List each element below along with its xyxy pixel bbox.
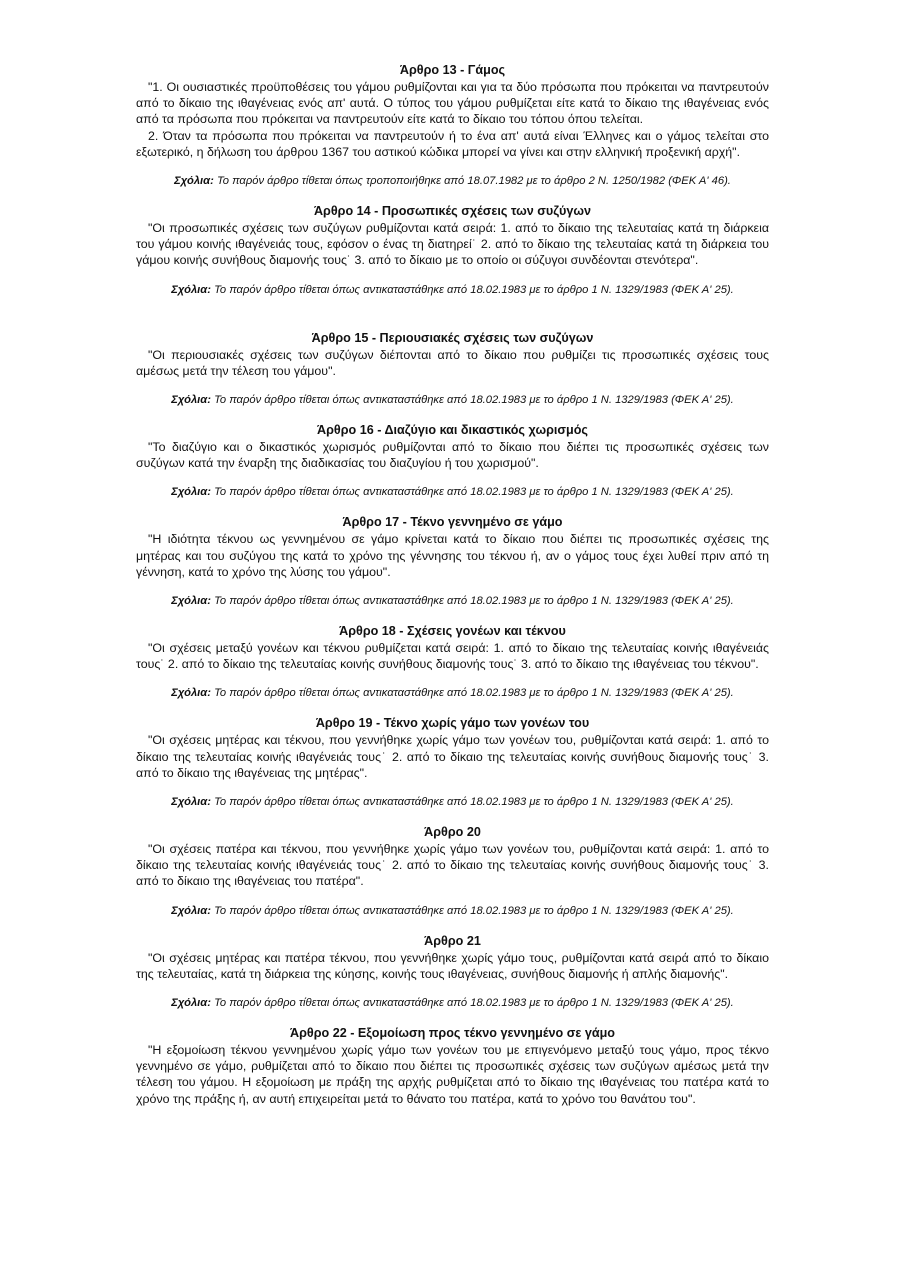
- article-paragraph: "Οι σχέσεις μεταξύ γονέων και τέκνου ρυθμίζεται κατά σειρά: 1. από το δίκαιο της τελευταίας κοινής ιθαγένειάς τους˙ 2. από το δίκαιο της τελευταίας κοινής συνήθους διαμονής τους˙ 3. από το δίκαιο της ιθαγένειας του τέκνου".: [136, 641, 769, 672]
- article-14: [136, 203, 769, 298]
- note-text: Το παρόν άρθρο τίθεται όπως αντικαταστάθηκε από 18.02.1983 με το άρθρο 1 Ν. 1329/1983 (ΦΕΚ Α' 25).: [214, 283, 734, 296]
- article-paragraph: 2. Όταν τα πρόσωπα που πρόκειται να παντρευτούν ή το ένα απ' αυτά είναι Έλληνες και ο γάμος τελείται στο εξωτερικό, η δήλωση του άρθρου 1367 του αστικού κώδικα μπορεί να γίνει και στην ελληνική προξενική αρχή".: [136, 128, 769, 159]
- article-20: [136, 824, 769, 919]
- article-title: Άρθρο 21: [424, 933, 481, 948]
- article-18: [136, 623, 769, 701]
- note-text: Το παρόν άρθρο τίθεται όπως αντικαταστάθηκε από 18.02.1983 με το άρθρο 1 Ν. 1329/1983 (ΦΕΚ Α' 25).: [214, 687, 734, 700]
- article-paragraph: "Οι περιουσιακές σχέσεις των συζύγων διέπονται από το δίκαιο που ρυθμίζει τις προσωπικές σχέσεις τους αμέσως μετά την τέλεση του γάμου".: [136, 347, 769, 378]
- note-label: Σχόλια:: [171, 595, 211, 608]
- article-title: Άρθρο 15 - Περιουσιακές σχέσεις των συζύγων: [311, 330, 594, 345]
- article-title: Άρθρο 14 - Προσωπικές σχέσεις των συζύγων: [313, 204, 592, 219]
- article-title: Άρθρο 22 - Εξομοίωση προς τέκνο γεννημένο σε γάμο: [290, 1026, 615, 1041]
- article-note: [136, 795, 769, 810]
- article-note: [136, 904, 769, 919]
- article-paragraph: "Η ιδιότητα τέκνου ως γεννημένου σε γάμο κρίνεται κατά το δίκαιο που διέπει τις προσωπικές σχέσεις της μητέρας και του συζύγου της κατά το χρόνο της γέννησης του τέκνου ή, αν ο γάμος τους έχει λυθεί πριν από τη γέννηση, κατά το χρόνο της λύσης του γάμου".: [136, 532, 769, 579]
- article-paragraph: "Το διαζύγιο και ο δικαστικός χωρισμός ρυθμίζονται από το δίκαιο που διέπει τις προσωπικές σχέσεις των συζύγων κατά την έναρξη της διαδικασίας του διαζυγίου ή του χωρισμού".: [136, 440, 769, 471]
- note-label: Σχόλια:: [174, 175, 214, 188]
- note-label: Σχόλια:: [171, 394, 211, 407]
- article-note: [136, 996, 769, 1011]
- article-note: [136, 283, 769, 298]
- article-13: [136, 62, 769, 189]
- note-text: Το παρόν άρθρο τίθεται όπως αντικαταστάθηκε από 18.02.1983 με το άρθρο 1 Ν. 1329/1983 (ΦΕΚ Α' 25).: [214, 595, 734, 608]
- article-note: [136, 174, 769, 189]
- note-label: Σχόλια:: [171, 283, 211, 296]
- note-text: Το παρόν άρθρο τίθεται όπως αντικαταστάθηκε από 18.02.1983 με το άρθρο 1 Ν. 1329/1983 (ΦΕΚ Α' 25).: [214, 997, 734, 1010]
- article-15: [136, 330, 769, 408]
- article-paragraph: "Οι σχέσεις μητέρας και πατέρα τέκνου, που γεννήθηκε χωρίς γάμο τους, ρυθμίζονται κατά σειρά από το δίκαιο της τελευταίας, κατά τη διάρκεια της κύησης, κοινής τους ιθαγένειας, συνήθους διαμονής ή απλής διαμονής".: [136, 950, 769, 981]
- article-16: [136, 422, 769, 500]
- article-note: [136, 393, 769, 408]
- article-17: [136, 514, 769, 609]
- note-label: Σχόλια:: [171, 997, 211, 1010]
- article-title: Άρθρο 20: [424, 825, 481, 840]
- note-label: Σχόλια:: [171, 486, 211, 499]
- note-label: Σχόλια:: [171, 796, 211, 809]
- article-note: [136, 686, 769, 701]
- article-title: Άρθρο 16 - Διαζύγιο και δικαστικός χωρισμός: [317, 423, 588, 438]
- note-text: Το παρόν άρθρο τίθεται όπως αντικαταστάθηκε από 18.02.1983 με το άρθρο 1 Ν. 1329/1983 (ΦΕΚ Α' 25).: [214, 394, 734, 407]
- article-21: [136, 933, 769, 1011]
- article-title: Άρθρο 17 - Τέκνο γεννημένο σε γάμο: [342, 515, 563, 530]
- note-label: Σχόλια:: [171, 687, 211, 700]
- article-title: Άρθρο 13 - Γάμος: [399, 63, 506, 77]
- note-text: Το παρόν άρθρο τίθεται όπως αντικαταστάθηκε από 18.02.1983 με το άρθρο 1 Ν. 1329/1983 (ΦΕΚ Α' 25).: [214, 486, 734, 499]
- article-title: Άρθρο 19 - Τέκνο χωρίς γάμο των γονέων του: [315, 716, 590, 731]
- article-paragraph: "Οι προσωπικές σχέσεις των συζύγων ρυθμίζονται κατά σειρά: 1. από το δίκαιο της τελευταίας κατά τη διάρκεια του γάμου κοινής ιθαγένειάς τους, εφόσον ο ένας τη διατηρεί˙ 2. από το δίκαιο της τελευταίας κατά τη διάρκεια του γάμου κοινής συνήθους διαμονής τους˙ 3. από το δίκαιο με το οποίο οι σύζυγοι συνδέονται στενότερα".: [136, 221, 769, 268]
- article-paragraph: "Οι σχέσεις πατέρα και τέκνου, που γεννήθηκε χωρίς γάμο των γονέων του, ρυθμίζονται κατά σειρά: 1. από το δίκαιο της τελευταίας κοινής ιθαγένειάς τους˙ 2. από το δίκαιο της τελευταίας κοινής συνήθους διαμονής τους˙ 3. από το δίκαιο της ιθαγένειας του πατέρα".: [136, 842, 769, 889]
- article-paragraph: "Οι σχέσεις μητέρας και τέκνου, που γεννήθηκε χωρίς γάμο των γονέων του, ρυθμίζονται κατά σειρά: 1. από το δίκαιο της τελευταίας κοινής ιθαγένειάς τους˙ 2. από το δίκαιο της τελευταίας κοινής συνήθους διαμονής τους˙ 3. από το δίκαιο της ιθαγένειας της μητέρας".: [136, 733, 769, 780]
- document-page: [136, 62, 769, 1107]
- note-text: Το παρόν άρθρο τίθεται όπως αντικαταστάθηκε από 18.02.1983 με το άρθρο 1 Ν. 1329/1983 (ΦΕΚ Α' 25).: [214, 904, 734, 917]
- article-paragraph: "Η εξομοίωση τέκνου γεννημένου χωρίς γάμο των γονέων του με επιγενόμενο μεταξύ τους γάμο, προς τέκνο γεννημένο σε γάμο, ρυθμίζεται από το δίκαιο που διέπει τις προσωπικές σχέσεις των συζύγων αμέσως μετά την τέλεση του γάμου. Η εξομοίωση με πράξη της αρχής ρυθμίζεται από το δίκαιο της ιθαγένειας του πατέρα κατά το χρόνο της πράξης ή, αν αυτή επιχειρείται μετά το θάνατο του πατέρα, κατά το χρόνο του θανάτου του".: [136, 1043, 769, 1106]
- article-paragraph: "1. Οι ουσιαστικές προϋποθέσεις του γάμου ρυθμίζονται και για τα δύο πρόσωπα που πρόκειται να παντρευτούν από το δίκαιο της ιθαγένειας ενός απ' αυτά. Ο τύπος του γάμου ρυθμίζεται είτε κατά το δίκαιο της ιθαγένειας ενός από τα πρόσωπα που πρόκειται να παντρευτούν είτε κατά το δίκαιο του τόπου όπου τελείται.: [136, 80, 769, 127]
- article-22: [136, 1025, 769, 1107]
- note-label: Σχόλια:: [171, 904, 211, 917]
- article-note: [136, 594, 769, 609]
- note-text: Το παρόν άρθρο τίθεται όπως αντικαταστάθηκε από 18.02.1983 με το άρθρο 1 Ν. 1329/1983 (ΦΕΚ Α' 25).: [214, 796, 734, 809]
- article-19: [136, 715, 769, 810]
- note-text: Το παρόν άρθρο τίθεται όπως τροποποιήθηκε από 18.07.1982 με το άρθρο 2 Ν. 1250/1982 (ΦΕΚ Α' 46).: [216, 175, 731, 188]
- article-title: Άρθρο 18 - Σχέσεις γονέων και τέκνου: [339, 624, 566, 639]
- article-note: [136, 485, 769, 500]
